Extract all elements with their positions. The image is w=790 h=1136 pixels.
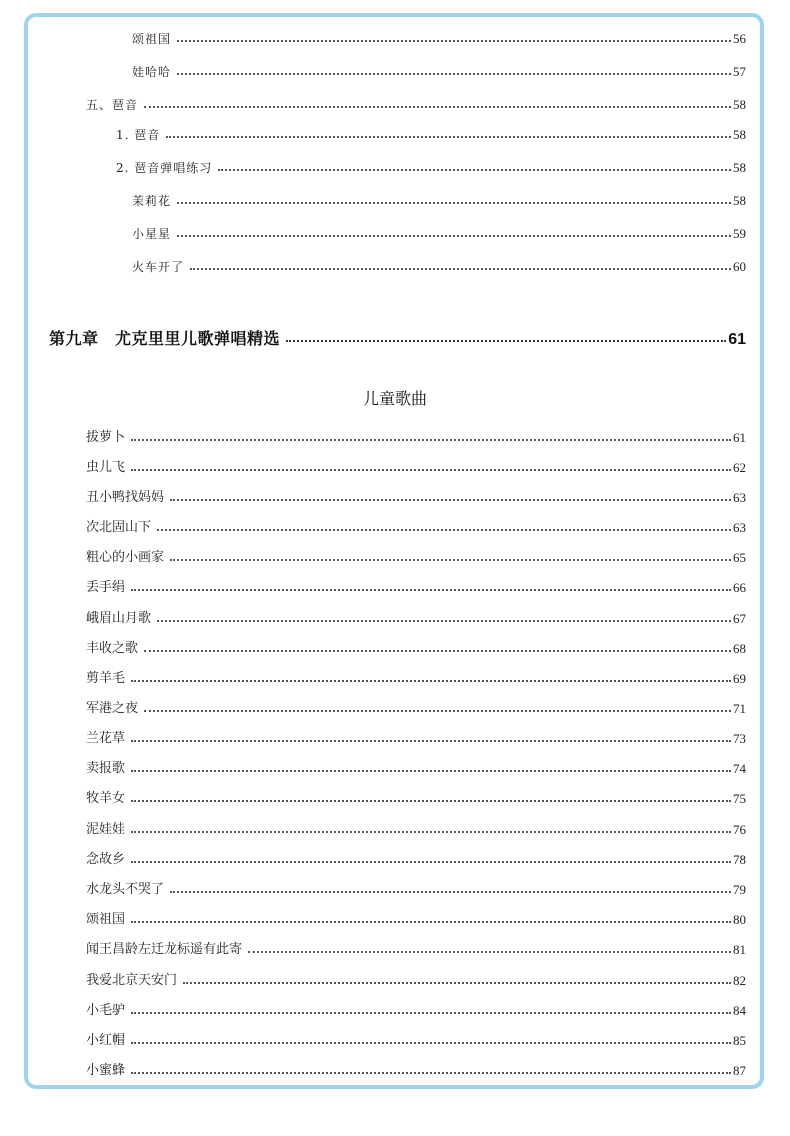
toc-entry-subsection-arpeggio-practice[interactable] (116, 155, 746, 177)
toc-entry-title: 拔萝卜 (86, 430, 126, 445)
dot-leader (177, 202, 731, 204)
toc-entry-page: 69 (733, 671, 746, 686)
toc-entry-title: 小红帽 (86, 1033, 126, 1048)
toc-entry-title: 1. 琶音 (116, 128, 161, 142)
dot-leader (131, 770, 731, 772)
toc-entry-title: 念故乡 (86, 852, 126, 867)
toc-entry-song[interactable] (86, 1028, 746, 1050)
toc-entry-page: 59 (733, 226, 746, 241)
toc-entry-page: 58 (733, 160, 746, 175)
toc-entry-song[interactable] (86, 998, 746, 1020)
toc-entry-song[interactable] (86, 847, 746, 869)
dot-leader (131, 589, 731, 591)
toc-entry-title: 峨眉山月歌 (86, 611, 152, 626)
dot-leader (183, 982, 731, 984)
toc-entry-title: 颂祖国 (132, 32, 172, 46)
dot-leader (131, 740, 731, 742)
toc-entry-title: 五、琶音 (86, 98, 139, 112)
toc-entry-title: 泥娃娃 (86, 822, 126, 837)
toc-entry-title: 2. 琶音弹唱练习 (116, 161, 213, 175)
toc-entry-subsection-arpeggio[interactable] (116, 122, 746, 144)
toc-entry-song-song-zuguo[interactable] (132, 26, 746, 48)
dot-leader (131, 439, 731, 441)
toc-entry-title: 小毛驴 (86, 1003, 126, 1018)
toc-entry-page: 58 (733, 127, 746, 142)
dot-leader (131, 861, 731, 863)
toc-entry-page: 67 (733, 611, 746, 626)
toc-entry-page: 63 (733, 490, 746, 505)
toc-entry-title: 娃哈哈 (132, 65, 172, 79)
dot-leader (131, 1012, 731, 1014)
toc-entry-page: 61 (733, 430, 746, 445)
toc-entry-song-wahaha[interactable] (132, 59, 746, 81)
toc-entry-title: 我爱北京天安门 (86, 973, 178, 988)
toc-entry-title: 卖报歌 (86, 761, 126, 776)
toc-entry-page: 57 (733, 64, 746, 79)
toc-entry-title: 次北固山下 (86, 520, 152, 535)
toc-entry-song[interactable] (86, 877, 746, 899)
dot-leader (166, 136, 731, 138)
toc-entry-title: 茉莉花 (132, 194, 172, 208)
toc-entry-page: 62 (733, 460, 746, 475)
toc-entry-page: 78 (733, 852, 746, 867)
toc-entry-song[interactable] (86, 937, 746, 959)
dot-leader (157, 529, 731, 531)
toc-entry-song-molihua[interactable] (132, 188, 746, 210)
toc-entry-song[interactable] (86, 575, 746, 597)
dot-leader (218, 169, 731, 171)
toc-entry-song-huoche[interactable] (132, 254, 746, 276)
toc-entry-page: 65 (733, 550, 746, 565)
toc-entry-chapter-9[interactable] (49, 323, 746, 349)
toc-entry-song[interactable] (86, 485, 746, 507)
toc-entry-song[interactable] (86, 817, 746, 839)
dot-leader (286, 340, 726, 342)
toc-entry-page: 87 (733, 1063, 746, 1078)
toc-entry-title: 水龙头不哭了 (86, 882, 165, 897)
dot-leader (190, 268, 731, 270)
dot-leader (248, 951, 731, 953)
toc-entry-song[interactable] (86, 726, 746, 748)
dot-leader (177, 40, 731, 42)
dot-leader (131, 800, 731, 802)
toc-entry-song[interactable] (86, 786, 746, 808)
toc-entry-title: 军港之夜 (86, 701, 139, 716)
dot-leader (177, 235, 731, 237)
toc-entry-page: 76 (733, 822, 746, 837)
toc-entry-title: 丑小鸭找妈妈 (86, 490, 165, 505)
toc-entry-page: 79 (733, 882, 746, 897)
toc-entry-section-arpeggio[interactable] (86, 92, 746, 114)
chapter-page: 61 (728, 331, 746, 348)
dot-leader (131, 1072, 731, 1074)
toc-entry-title: 粗心的小画家 (86, 550, 165, 565)
toc-entry-song[interactable] (86, 425, 746, 447)
toc-entry-song[interactable] (86, 666, 746, 688)
dot-leader (144, 710, 731, 712)
toc-entry-title: 兰花草 (86, 731, 126, 746)
toc-entry-title: 剪羊毛 (86, 671, 126, 686)
toc-entry-song[interactable] (86, 756, 746, 778)
toc-entry-page: 73 (733, 731, 746, 746)
toc-entry-title: 颂祖国 (86, 912, 126, 927)
dot-leader (157, 620, 731, 622)
section-heading: 儿童歌曲 (362, 391, 427, 408)
toc-entry-song[interactable] (86, 636, 746, 658)
dot-leader (170, 559, 731, 561)
toc-entry-title: 闻王昌龄左迁龙标遥有此寄 (86, 942, 243, 957)
dot-leader (170, 499, 731, 501)
toc-entry-page: 81 (733, 942, 746, 957)
toc-entry-page: 82 (733, 973, 746, 988)
toc-entry-song[interactable] (86, 606, 746, 628)
toc-entry-song[interactable] (86, 968, 746, 990)
toc-entry-page: 56 (733, 31, 746, 46)
toc-entry-page: 58 (733, 97, 746, 112)
toc-entry-page: 68 (733, 641, 746, 656)
toc-entry-title: 小蜜蜂 (86, 1063, 126, 1078)
dot-leader (131, 469, 731, 471)
toc-entry-page: 84 (733, 1003, 746, 1018)
dot-leader (144, 650, 731, 652)
dot-leader (177, 73, 731, 75)
toc-entry-page: 66 (733, 580, 746, 595)
toc-entry-title: 小星星 (132, 227, 172, 241)
toc-entry-title: 牧羊女 (86, 791, 126, 806)
dot-leader (131, 921, 731, 923)
dot-leader (131, 1042, 731, 1044)
toc-entry-song[interactable] (86, 515, 746, 537)
dot-leader (131, 831, 731, 833)
toc-entry-song[interactable] (86, 1058, 746, 1080)
toc-entry-page: 71 (733, 701, 746, 716)
toc-entry-title: 丢手绢 (86, 580, 126, 595)
toc-entry-song-xiaoxingxing[interactable] (132, 221, 746, 243)
toc-entry-page: 58 (733, 193, 746, 208)
toc-entry-song[interactable] (86, 545, 746, 567)
toc-entry-page: 74 (733, 761, 746, 776)
toc-entry-title: 火车开了 (132, 260, 185, 274)
chapter-title: 第九章 尤克里里儿歌弹唱精选 (49, 331, 281, 348)
toc-entry-page: 75 (733, 791, 746, 806)
toc-entry-page: 80 (733, 912, 746, 927)
toc-entry-title: 丰收之歌 (86, 641, 139, 656)
toc-entry-song[interactable] (86, 455, 746, 477)
dot-leader (144, 106, 731, 108)
toc-entry-page: 63 (733, 520, 746, 535)
dot-leader (170, 891, 731, 893)
toc-entry-title: 虫儿飞 (86, 460, 126, 475)
toc-entry-song[interactable] (86, 696, 746, 718)
toc-entry-page: 60 (733, 259, 746, 274)
dot-leader (131, 680, 731, 682)
toc-entry-page: 85 (733, 1033, 746, 1048)
toc-entry-song[interactable] (86, 907, 746, 929)
